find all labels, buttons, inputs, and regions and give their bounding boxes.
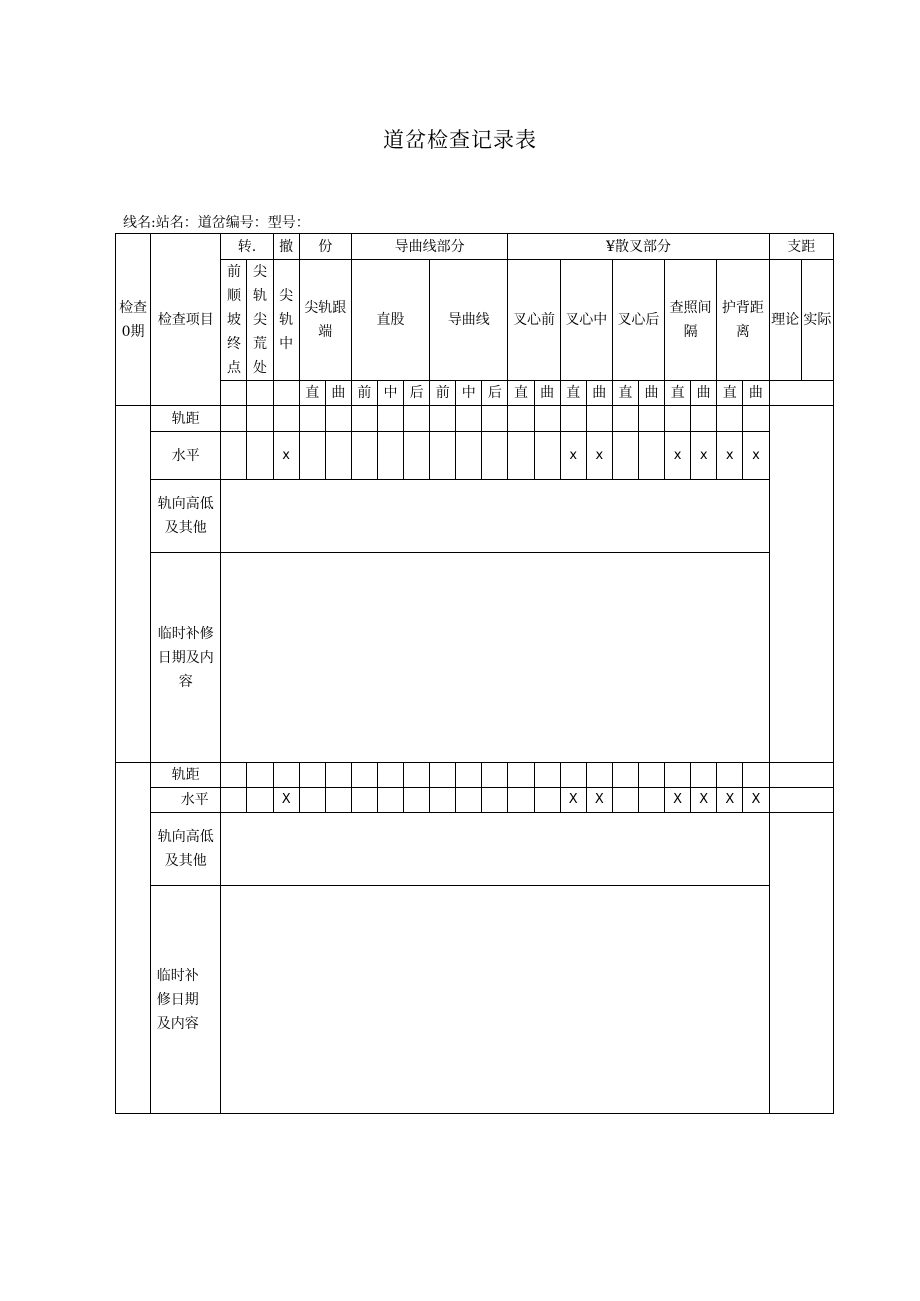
header-sub-qu: 曲 <box>534 381 560 406</box>
support-cell-2b[interactable] <box>769 788 833 813</box>
direction-content-1[interactable] <box>221 480 769 553</box>
period-cell-1[interactable] <box>116 406 151 763</box>
header-sub-qu: 曲 <box>586 381 612 406</box>
header-sub-empty <box>273 381 299 406</box>
header-cha-xin-zhong: 叉心中 <box>560 260 612 381</box>
mark[interactable]: X <box>743 788 769 813</box>
header-jian-gui-gen-duan: 尖轨跟端 <box>299 260 351 381</box>
header-sub-hou: 后 <box>404 381 430 406</box>
header-cha-xin-qian: 叉心前 <box>508 260 560 381</box>
row-label-level: 水平 <box>151 432 221 480</box>
mark[interactable]: X <box>586 788 612 813</box>
header-sub-empty <box>247 381 273 406</box>
header-jian-gui-jian: 尖轨尖荒处 <box>247 260 273 381</box>
support-cell-2a[interactable] <box>769 763 833 788</box>
repair-content-2[interactable] <box>221 886 769 1114</box>
inspection-table <box>115 233 834 1114</box>
direction-content-2[interactable] <box>221 813 769 886</box>
header-sub-zhong: 中 <box>377 381 403 406</box>
header-sub-zhi: 直 <box>560 381 586 406</box>
header-dao-qu-xian: 导曲线 <box>430 260 508 381</box>
header-frog-part: ¥散叉部分 <box>508 234 769 260</box>
row-label-level: 水平 <box>151 788 221 813</box>
header-support-distance: 支距 <box>769 234 833 260</box>
header-cha-xin-hou: 叉心后 <box>612 260 664 381</box>
header-sub-qu: 曲 <box>638 381 664 406</box>
row-label-gauge: 轨距 <box>151 763 221 788</box>
header-sub-zhi: 直 <box>299 381 325 406</box>
header-cha-zhao-jian-ge: 查照间隔 <box>665 260 717 381</box>
mark[interactable]: X <box>273 788 299 813</box>
header-qian-shun-po: 前顺坡终点 <box>221 260 247 381</box>
row-label-direction: 轨向高低及其他 <box>151 480 221 553</box>
header-shi-ji: 实际 <box>801 260 833 381</box>
header-sub-qu: 曲 <box>743 381 769 406</box>
header-check-period: 检查0期 <box>116 234 151 406</box>
mark[interactable]: x <box>586 432 612 480</box>
row-label-direction: 轨向高低及其他 <box>151 813 221 886</box>
header-li-lun: 理论 <box>769 260 801 381</box>
header-sub-qu: 曲 <box>325 381 351 406</box>
header-sub-qu: 曲 <box>691 381 717 406</box>
header-sub-qian: 前 <box>430 381 456 406</box>
form-title: 道岔检查记录表 <box>383 128 537 152</box>
header-fen: 份 <box>299 234 351 260</box>
support-cell-2c[interactable] <box>769 813 833 1114</box>
header-check-item: 检查项目 <box>151 234 221 406</box>
header-sub-qian: 前 <box>351 381 377 406</box>
header-zhuan: 转. <box>221 234 273 260</box>
header-sub-zhi: 直 <box>717 381 743 406</box>
mark[interactable]: x <box>560 432 586 480</box>
repair-content-1[interactable] <box>221 553 769 763</box>
row-label-repair: 临时补修日期及内容 <box>151 886 221 1114</box>
header-sub-empty <box>221 381 247 406</box>
row-label-repair: 临时补修日期及内容 <box>151 553 221 763</box>
support-cell-1[interactable] <box>769 406 833 763</box>
row-label-gauge: 轨距 <box>151 406 221 432</box>
header-sub-hou: 后 <box>482 381 508 406</box>
header-hu-bei-ju-li: 护背距离 <box>717 260 769 381</box>
header-sub-zhi: 直 <box>508 381 534 406</box>
header-sub-zhi: 直 <box>665 381 691 406</box>
mark[interactable]: X <box>691 788 717 813</box>
info-line: 线名:站名：道岔编号：型号： <box>123 215 310 231</box>
mark[interactable]: x <box>273 432 299 480</box>
header-sub-zhi: 直 <box>612 381 638 406</box>
mark[interactable]: x <box>665 432 691 480</box>
period-cell-2[interactable] <box>116 763 151 1114</box>
header-guide-curve-part: 导曲线部分 <box>351 234 508 260</box>
mark[interactable]: X <box>717 788 743 813</box>
mark[interactable]: X <box>560 788 586 813</box>
mark[interactable]: x <box>691 432 717 480</box>
header-jian-gui-zhong: 尖轨中 <box>273 260 299 381</box>
header-zhi-gu: 直股 <box>351 260 429 381</box>
mark[interactable]: x <box>743 432 769 480</box>
mark[interactable]: X <box>665 788 691 813</box>
mark[interactable]: x <box>717 432 743 480</box>
header-che: 撤 <box>273 234 299 260</box>
header-sub-zhong: 中 <box>456 381 482 406</box>
